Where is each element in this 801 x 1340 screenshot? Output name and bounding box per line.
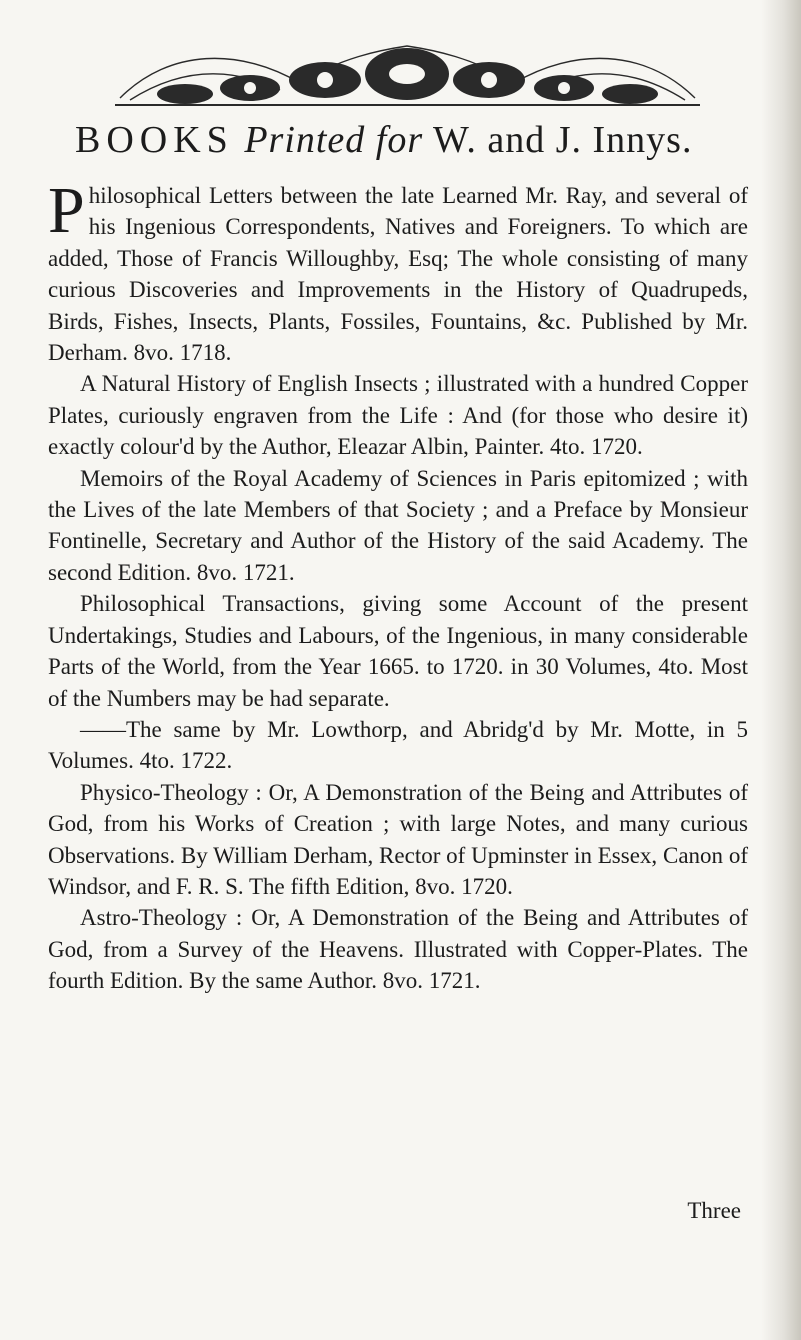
title-printed-for: Printed for	[244, 119, 424, 161]
title-books: BOOKS	[75, 119, 234, 161]
page-edge-shadow	[761, 0, 801, 1340]
book-entry-physico-theology	[48, 777, 748, 903]
entry-text: Memoirs of the Royal Academy of Sciences in Paris epitomized ; with the Lives of the late Members of that Society ; and a Preface by Monsieur Fontinelle, Secretary and Author of the History of the said Academy. The second Edition. 8vo. 1721.	[48, 465, 748, 585]
drop-cap: P	[48, 174, 85, 247]
book-entry-transactions-abridged	[48, 714, 748, 777]
page-title	[75, 118, 735, 162]
book-entry-royal-academy-memoirs	[48, 463, 748, 589]
entry-text: A Natural History of English Insects ; illustrated with a hundred Copper Plates, curiously engraven from the Life : And (for those who desire it) exactly colour'd by the Author, Eleazar Albin, Painter. 4to. 1720.	[48, 371, 748, 460]
entry-text: hilosophical Letters between the late Learned Mr. Ray, and several of his Ingenious Correspondents, Natives and Foreigners. To which are added, Those of Francis Willoughby, Esq; The whole consisting of many curious Discoveries and Improvements in the History of Quadrupeds, Birds, Fishes, Insects, Plants, Fossiles, Fountains, &c. Published by Mr. Derham. 8vo. 1718.	[48, 183, 748, 366]
entry-text: Philosophical Transactions, giving some Account of the present Undertakings, Studies and Labours, of the Ingenious, in many considerable Parts of the World, from the Year 1665. to 1720. in 30 Volumes, 4to. Most of the Numbers may be had separate.	[48, 591, 748, 711]
entry-text: Astro-Theology : Or, A Demonstration of the Being and Attributes of God, from a Survey of the Heavens. Illustrated with Copper-Plates. The fourth Edition. By the same Author. 8vo. 1721.	[48, 905, 748, 994]
book-list	[48, 174, 748, 997]
book-entry-philosophical-transactions	[48, 588, 748, 714]
book-entry-astro-theology	[48, 902, 748, 996]
book-entry-philosophical-letters	[48, 174, 748, 368]
catchword: Three	[687, 1198, 741, 1223]
title-publishers: W. and J. Innys.	[432, 119, 693, 161]
book-entry-english-insects	[48, 368, 748, 462]
entry-text: Physico-Theology : Or, A Demonstration of the Being and Attributes of God, from his Works of Creation ; with large Notes, and many curious Observations. By William Derham, Rector of Upminster in Essex, Canon of Windsor, and F. R. S. The fifth Edition, 8vo. 1720.	[48, 779, 748, 899]
entry-text: ——The same by Mr. Lowthorp, and Abridg'd by Mr. Motte, in 5 Volumes. 4to. 1722.	[48, 716, 748, 774]
headpiece-ornament	[110, 38, 705, 108]
